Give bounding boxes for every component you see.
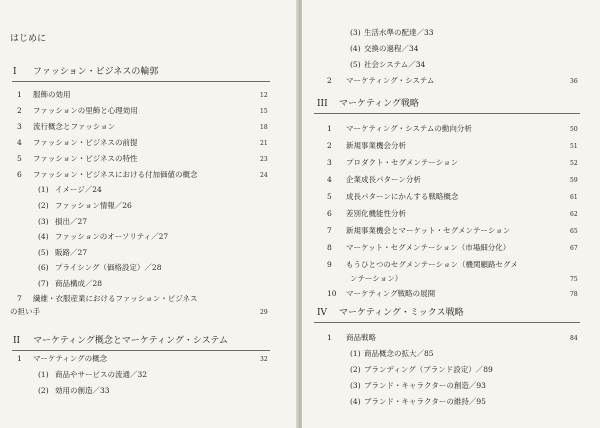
toc-entry-number: 4 — [327, 175, 332, 184]
toc-entry-number: (4) — [38, 232, 49, 241]
toc-entry-title: もうひとつのセグメンテーション（機関顧路セグメ — [346, 260, 518, 269]
toc-entry-title: 社会システム／34 — [364, 60, 426, 69]
toc-page-number: 50 — [570, 126, 578, 133]
toc-entry-number: 8 — [327, 243, 332, 252]
toc-entry-number: 10 — [327, 289, 337, 298]
toc-entry-title: 繊維・衣服産業におけるファッション・ビジネス — [33, 294, 198, 303]
toc-entry-title: 交換の過程／34 — [364, 44, 419, 53]
toc-entry-number: (3) — [38, 217, 49, 226]
toc-section-title: マーケティング・ミックス戦略 — [339, 308, 464, 318]
toc-entry-title: ブランド・キャラクターの創造／93 — [364, 381, 486, 390]
toc-entry-title: マーケット・セグメンテーション（市場細分化） — [346, 243, 511, 252]
toc-entry-title: 商品やサービスの流通／32 — [55, 370, 148, 379]
toc-entry-number: 6 — [327, 209, 332, 218]
toc-entry-number: (5) — [38, 248, 49, 257]
toc-entry-number: I — [13, 67, 17, 77]
toc-entry-title: ブランド・キャラクターの維持／95 — [364, 397, 486, 406]
toc-entry-number: 2 — [17, 106, 22, 115]
section-rule — [314, 322, 580, 323]
toc-entry-number: IV — [317, 308, 328, 318]
toc-entry-number: (1) — [38, 185, 49, 194]
toc-entry-title: 企業成長パターン分析 — [346, 175, 421, 184]
toc-entry-title: マーケティング・システムの動向分析 — [346, 124, 472, 133]
toc-entry-title: 効用の創造／33 — [55, 386, 110, 395]
toc-entry-number: (6) — [38, 263, 49, 272]
toc-page-number: 32 — [260, 356, 268, 363]
toc-entry-title: の担い手 — [10, 307, 40, 316]
toc-page-number: 12 — [260, 92, 268, 99]
toc-entry-number: 7 — [327, 226, 332, 235]
toc-entry-title: 差別化機能性分析 — [346, 209, 406, 218]
toc-entry-title: 商品戦略 — [346, 333, 376, 342]
toc-entry-title: ファッションの里飾と心理効用 — [33, 106, 138, 115]
toc-entry-number: 1 — [17, 354, 22, 363]
toc-page-number: 52 — [570, 160, 578, 167]
toc-page-number: 75 — [570, 276, 578, 283]
toc-page-number: 29 — [260, 309, 268, 316]
toc-entry-number: 7 — [17, 294, 22, 303]
toc-entry-number: 1 — [327, 333, 332, 342]
toc-section-title: ファッション・ビジネスの輪郭 — [33, 67, 159, 77]
toc-entry-number: (2) — [38, 386, 49, 395]
toc-entry-title: 新規事業機会とマーケット・セグメンテーション — [346, 226, 511, 235]
toc-page-number: 15 — [260, 108, 268, 115]
toc-entry-title: ンテーション） — [350, 274, 403, 283]
section-rule — [12, 350, 270, 351]
right-page — [302, 0, 600, 428]
toc-entry-title: 服飾の効用 — [33, 90, 71, 99]
toc-entry-number: (2) — [38, 201, 49, 210]
toc-entry-title: 商品構成／28 — [55, 279, 103, 288]
toc-entry-number: (3) — [350, 381, 361, 390]
toc-entry-number: II — [13, 336, 21, 346]
toc-entry-title: 新規事業機会分析 — [346, 141, 406, 150]
toc-entry-title: マーケティング・システム — [346, 76, 435, 85]
section-rule — [12, 81, 270, 82]
toc-entry-number: 4 — [17, 138, 22, 147]
section-rule — [314, 113, 580, 114]
toc-page-number: 62 — [570, 211, 578, 218]
toc-entry-title: マーケティング戦略の展開 — [346, 289, 436, 298]
toc-entry-title: マーケティングの概念 — [33, 354, 108, 363]
toc-entry-number: (1) — [350, 349, 361, 358]
toc-entry-number: III — [317, 99, 328, 109]
toc-page-number: 21 — [260, 140, 268, 147]
toc-page-number: 24 — [260, 172, 268, 179]
page-heading: はじめに — [10, 34, 47, 44]
toc-entry-title: 商品概念の拡大／85 — [364, 349, 434, 358]
toc-entry-number: (4) — [350, 397, 361, 406]
toc-entry-number: 3 — [17, 122, 22, 131]
toc-entry-title: ファッション・ビジネスの前提 — [33, 138, 138, 147]
toc-page-number: 61 — [570, 194, 578, 201]
toc-page-number: 67 — [570, 245, 578, 252]
toc-entry-number: 1 — [17, 90, 22, 99]
toc-entry-number: 5 — [17, 154, 22, 163]
toc-entry-title: ブランディング（ブランド設定）／89 — [364, 365, 493, 374]
toc-page-number: 78 — [570, 291, 578, 298]
toc-section-title: マーケティング概念とマーケティング・システム — [33, 336, 228, 346]
toc-entry-number: 2 — [327, 76, 332, 85]
toc-entry-title: ファッション情報／26 — [55, 201, 132, 210]
toc-page-number: 65 — [570, 228, 578, 235]
toc-page-number: 36 — [570, 78, 578, 85]
toc-entry-title: イメージ／24 — [55, 185, 102, 194]
toc-page-number: 18 — [260, 124, 268, 131]
toc-entry-title: 損出／27 — [55, 217, 88, 226]
toc-entry-title: ファッション・ビジネスにおける付加価値の概念 — [33, 170, 198, 179]
toc-entry-title: 成長パターンにかんする戦略概念 — [346, 192, 459, 201]
toc-entry-number: (1) — [38, 370, 49, 379]
toc-entry-number: (4) — [350, 44, 361, 53]
toc-page-number: 84 — [570, 335, 578, 342]
toc-page-number: 59 — [570, 177, 578, 184]
toc-entry-title: ファッションのオーソリティ／27 — [55, 232, 169, 241]
toc-entry-number: 1 — [327, 124, 332, 133]
toc-entry-title: 販路／27 — [55, 248, 88, 257]
toc-entry-number: (5) — [350, 60, 361, 69]
toc-entry-number: (7) — [38, 279, 49, 288]
left-page — [0, 0, 298, 428]
toc-section-title: マーケティング戦略 — [339, 99, 419, 109]
toc-entry-number: 3 — [327, 158, 332, 167]
toc-entry-title: ファッション・ビジネスの特性 — [33, 154, 138, 163]
toc-entry-title: プライシング（価格設定）／28 — [55, 263, 162, 272]
toc-entry-number: 5 — [327, 192, 332, 201]
toc-entry-title: 流行概念とファッション — [33, 122, 116, 131]
toc-page-number: 51 — [570, 143, 578, 150]
toc-entry-number: 6 — [17, 170, 22, 179]
toc-entry-number: (3) — [350, 28, 361, 37]
toc-entry-title: プロダクト・セグメンテーション — [346, 158, 459, 167]
toc-entry-number: 2 — [327, 141, 332, 150]
toc-entry-title: 生活水準の配達／33 — [364, 28, 434, 37]
toc-page-number: 23 — [260, 156, 268, 163]
toc-entry-number: (2) — [350, 365, 361, 374]
toc-entry-number: 9 — [327, 260, 332, 269]
